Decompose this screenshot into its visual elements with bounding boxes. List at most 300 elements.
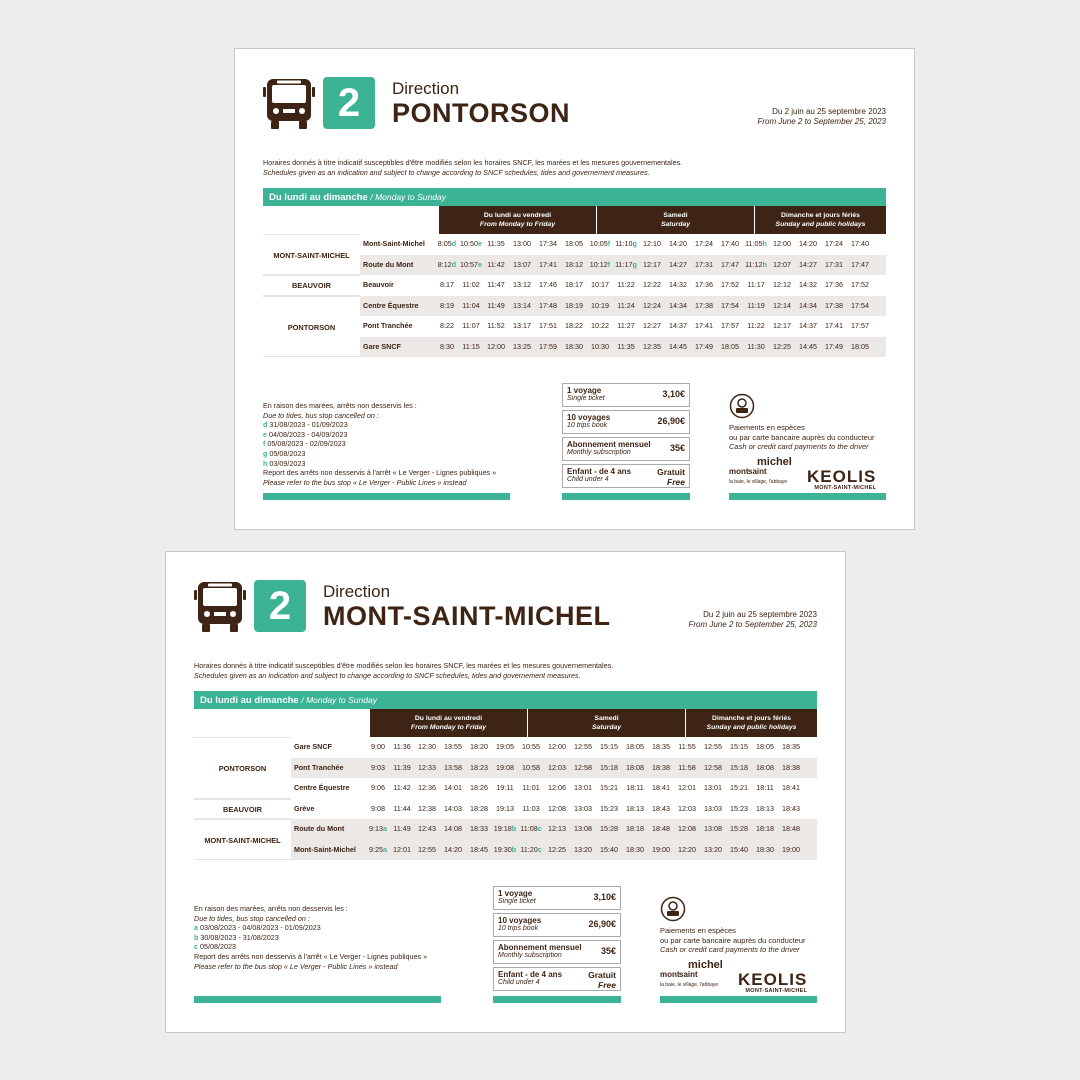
departure-time: 12:20 xyxy=(678,844,696,854)
departure-time: 18:05 xyxy=(851,341,869,351)
tide-en: Due to tides, bus stop cancelled on : xyxy=(194,913,310,923)
exception-text: 03/08/2023 - 04/08/2023 - 01/09/2023 xyxy=(200,923,321,933)
exception-mark: a xyxy=(194,923,198,933)
report-fr: Report des arrêts non desservis à l'arrêt « Le Verger - Lignes publiques » xyxy=(194,951,428,961)
departure-time: 17:48 xyxy=(539,300,557,310)
note-fr: Horaires donnés à titre indicatif susceptibles d'être modifiés selon les horaires SNCF, les marées et les mesures gouvernementales. xyxy=(194,661,614,670)
keolis-word: KEOLIS xyxy=(807,467,877,486)
departure-time: 18:43 xyxy=(652,803,670,813)
exception-mark: b xyxy=(194,932,199,942)
payment-fr2: ou par carte bancaire auprès du conducteur xyxy=(660,935,806,945)
departure-time: 12:08 xyxy=(548,803,566,813)
departure-time: 15:40 xyxy=(600,844,618,854)
mont-saint-michel-logo xyxy=(729,456,792,486)
departure-time: 11:35 xyxy=(617,341,635,351)
departure-time: 18:12 xyxy=(565,259,583,269)
departure-time: 17:36 xyxy=(695,280,713,289)
ticket-option xyxy=(493,967,621,991)
line-number: 2 xyxy=(323,77,375,129)
departure-time: 18:26 xyxy=(470,783,488,792)
departure-time: 14:37 xyxy=(669,321,687,330)
timetable-card-pontorson xyxy=(234,48,915,530)
departure-time: 11:08c xyxy=(520,824,542,833)
departure-time: 12:07 xyxy=(773,259,791,269)
band-en: / Monday to Sunday xyxy=(301,695,377,705)
bus-icon xyxy=(263,77,315,131)
logo-mont: mont xyxy=(660,970,680,979)
logo-tagline: la baie, le village, l'abbaye xyxy=(660,982,719,988)
departure-time: 8:22 xyxy=(440,321,454,330)
departure-time: 14:20 xyxy=(444,844,462,854)
stop-name: Grève xyxy=(294,803,315,813)
departure-time: 17:54 xyxy=(851,300,869,310)
departure-time: 13:08 xyxy=(574,824,592,833)
price-fr: Gratuit xyxy=(657,467,685,477)
ticket-option xyxy=(493,940,621,964)
exception-text: 04/08/2023 - 04/09/2023 xyxy=(269,429,348,439)
departure-time: 18:13 xyxy=(626,803,644,813)
place-name: MONT-SAINT-MICHEL xyxy=(194,819,291,860)
driver-icon xyxy=(660,896,686,922)
header-en: Sunday and public holidays xyxy=(706,724,797,731)
departure-time: 12:58 xyxy=(704,762,722,772)
departure-time: 19:30b xyxy=(493,844,517,854)
departure-time: 18:05 xyxy=(565,239,583,248)
place-name: BEAUVOIR xyxy=(263,275,360,296)
departure-time: 18:17 xyxy=(565,280,583,289)
departure-time: 18:43 xyxy=(782,803,800,813)
departure-time: 12:17 xyxy=(773,321,791,330)
departure-time: 13:01 xyxy=(704,783,722,792)
departure-time: 17:59 xyxy=(539,341,557,351)
departure-time: 11:04 xyxy=(462,300,480,310)
departure-time: 13:07 xyxy=(513,259,531,269)
departure-time: 13:20 xyxy=(704,844,722,854)
driver-icon xyxy=(729,393,755,419)
ticket-price: 35€ xyxy=(600,946,616,956)
departure-time: 15:15 xyxy=(600,742,618,751)
payment-fr1: Paiements en espèces xyxy=(660,926,736,935)
departure-time: 12:00 xyxy=(773,239,791,248)
ticket-name: 10 voyages xyxy=(567,413,611,422)
ticket-price xyxy=(588,970,616,990)
departure-time: 17:47 xyxy=(851,259,869,269)
stop-name: Mont-Saint-Michel xyxy=(294,844,356,854)
departure-time: 14:32 xyxy=(669,280,687,289)
ticket-sub: Single ticket xyxy=(567,395,605,402)
departure-time: 17:52 xyxy=(851,280,869,289)
departure-time: 13:20 xyxy=(574,844,592,854)
logo-saint: saint xyxy=(748,467,767,476)
departure-time: 17:49 xyxy=(825,341,843,351)
stop-name: Route du Mont xyxy=(363,259,414,269)
departure-time: 9:08 xyxy=(371,803,385,813)
tide-en: Due to tides, bus stop cancelled on : xyxy=(263,410,379,420)
departure-time: 12:24 xyxy=(643,300,661,310)
place-name: PONTORSON xyxy=(194,737,291,799)
departure-time: 17:52 xyxy=(721,280,739,289)
departure-time: 14:27 xyxy=(669,259,687,269)
header-en: Saturday xyxy=(591,724,622,731)
ticket-price: 26,90€ xyxy=(657,416,685,426)
departure-time: 12:27 xyxy=(643,321,661,330)
departure-time: 12:17 xyxy=(643,259,661,269)
departure-time: 11:55 xyxy=(678,742,696,751)
ticket-sub: Child under 4 xyxy=(567,476,609,483)
departure-time: 8:12d xyxy=(437,259,457,269)
note-en: Schedules given as an indication and subject to change according to SNCF schedules, tides and governement measures. xyxy=(194,670,581,680)
exception-text: 31/08/2023 - 01/09/2023 xyxy=(269,420,348,430)
place-name: BEAUVOIR xyxy=(194,799,291,820)
report-en: Please refer to the bus stop « Le Verger - Public Lines » instead xyxy=(263,477,467,487)
departure-time: 11:03 xyxy=(522,803,540,813)
report-en: Please refer to the bus stop « Le Verger - Public Lines » instead xyxy=(194,961,398,971)
table-row xyxy=(291,840,817,861)
departure-time: 19:13 xyxy=(496,803,514,813)
validity-dates xyxy=(688,610,817,630)
departure-time: 12:08 xyxy=(678,824,696,833)
departure-time: 17:36 xyxy=(825,280,843,289)
logo-mont: mont xyxy=(729,467,749,476)
keolis-logo xyxy=(738,970,807,994)
departure-time: 17:57 xyxy=(851,321,869,330)
table-row xyxy=(360,316,886,337)
keolis-sub: MONT-SAINT-MICHEL xyxy=(745,988,808,994)
departure-time: 14:20 xyxy=(669,239,687,248)
logo-michel: michel xyxy=(757,456,792,468)
table-row xyxy=(360,337,886,358)
departure-time: 15:21 xyxy=(600,783,618,792)
ticket-option xyxy=(562,464,690,488)
disclaimer xyxy=(263,158,682,177)
date-en: From June 2 to September 25, 2023 xyxy=(757,117,886,126)
ticket-option xyxy=(493,886,621,910)
departure-time: 11:24 xyxy=(617,300,635,310)
departure-time: 19:08 xyxy=(496,762,514,772)
ticket-sub: Child under 4 xyxy=(498,979,540,986)
line-number: 2 xyxy=(254,580,306,632)
departure-time: 13:01 xyxy=(574,783,592,792)
departure-time: 12:00 xyxy=(548,742,566,751)
ticket-price: 26,90€ xyxy=(588,919,616,929)
ticket-name: Abonnement mensuel xyxy=(498,943,582,952)
price-en: Free xyxy=(667,477,685,487)
departure-time: 12:25 xyxy=(773,341,791,351)
column-group-header xyxy=(370,709,528,737)
ticket-price: 3,10€ xyxy=(593,892,616,902)
ticket-price: 35€ xyxy=(669,443,685,453)
ticket-sub: Monthly subscription xyxy=(498,952,562,959)
departure-time: 11:35 xyxy=(487,239,505,248)
departure-time: 18:48 xyxy=(782,824,800,833)
stop-name: Pont Tranchée xyxy=(363,321,413,330)
departure-time: 11:49 xyxy=(487,300,505,310)
departure-time: 14:45 xyxy=(669,341,687,351)
departure-time: 11:47 xyxy=(487,280,505,289)
departure-time: 18:35 xyxy=(652,742,670,751)
footer-bar xyxy=(562,493,690,500)
departure-time: 15:23 xyxy=(600,803,618,813)
place-name: PONTORSON xyxy=(263,296,360,358)
mont-saint-michel-logo xyxy=(660,959,723,989)
exception-date xyxy=(263,459,533,469)
departure-time: 9:13a xyxy=(369,824,387,833)
tide-exceptions xyxy=(194,904,464,971)
departure-time: 12:13 xyxy=(548,824,566,833)
payment-en: Cash or credit card payments to the driver xyxy=(660,945,800,954)
departure-time: 18:35 xyxy=(782,742,800,751)
payment-fr1: Paiements en espèces xyxy=(729,423,805,432)
departure-time: 9:03 xyxy=(371,762,385,772)
exception-date xyxy=(263,420,533,430)
stop-name: Beauvoir xyxy=(363,280,394,289)
exception-text: 30/08/2023 - 31/08/2023 xyxy=(200,932,279,942)
exception-text: 05/08/2023 - 02/09/2023 xyxy=(267,439,346,449)
departure-time: 12:03 xyxy=(678,803,696,813)
header-fr: Samedi xyxy=(663,212,688,219)
footer-bar xyxy=(729,493,886,500)
departure-time: 13:03 xyxy=(574,803,592,813)
days-band xyxy=(263,188,886,206)
ticket-sub: 10 trips book xyxy=(498,925,539,932)
note-en: Schedules given as an indication and subject to change according to SNCF schedules, tides and governement measures. xyxy=(263,167,650,177)
direction-name: PONTORSON xyxy=(392,98,571,128)
departure-time: 11:22 xyxy=(617,280,635,289)
departure-time: 12:01 xyxy=(678,783,696,792)
exception-mark: e xyxy=(263,429,267,439)
departure-time: 15:18 xyxy=(600,762,618,772)
exception-date xyxy=(263,430,533,440)
departure-time: 13:25 xyxy=(513,341,531,351)
departure-time: 12:55 xyxy=(704,742,722,751)
departure-time: 19:05 xyxy=(496,742,514,751)
departure-time: 10:19 xyxy=(591,300,609,310)
column-group-header xyxy=(439,206,597,234)
departure-time: 19:18b xyxy=(493,824,517,833)
departure-time: 12:25 xyxy=(548,844,566,854)
departure-time: 17:49 xyxy=(695,341,713,351)
departure-time: 10:58 xyxy=(522,762,540,772)
departure-time: 17:24 xyxy=(695,239,713,248)
exception-mark: f xyxy=(263,439,266,449)
departure-time: 18:30 xyxy=(626,844,644,854)
departure-time: 14:03 xyxy=(444,803,462,813)
column-group-header xyxy=(755,206,886,234)
departure-time: 18:30 xyxy=(565,341,583,351)
departure-time: 12:38 xyxy=(418,803,436,813)
departure-time: 14:08 xyxy=(444,824,462,833)
departure-time: 12:01 xyxy=(393,844,411,854)
stop-name: Route du Mont xyxy=(294,824,345,833)
payment-en: Cash or credit card payments to the driver xyxy=(729,442,869,451)
table-row xyxy=(360,296,886,317)
departure-time: 17:31 xyxy=(695,259,713,269)
exception-mark: c xyxy=(194,942,198,952)
departure-time: 12:36 xyxy=(418,783,436,792)
departure-time: 10:05f xyxy=(589,239,611,248)
departure-time: 15:23 xyxy=(730,803,748,813)
payment-info xyxy=(729,423,889,452)
ticket-name: 10 voyages xyxy=(498,916,542,925)
price-fr: Gratuit xyxy=(588,970,616,980)
stop-name: Mont-Saint-Michel xyxy=(363,239,425,248)
departure-time: 11:42 xyxy=(487,259,505,269)
payment-fr2: ou par carte bancaire auprès du conducteur xyxy=(729,432,875,442)
departure-time: 19:11 xyxy=(496,783,514,792)
departure-time: 17:24 xyxy=(825,239,843,248)
ticket-sub: Monthly subscription xyxy=(567,449,631,456)
departure-time: 11:27 xyxy=(617,321,635,330)
departure-time: 11:58 xyxy=(678,762,696,772)
column-group-header xyxy=(686,709,817,737)
keolis-logo xyxy=(807,467,876,491)
days-band xyxy=(194,691,817,709)
departure-time: 8:17 xyxy=(440,280,454,289)
header-fr: Dimanche et jours fériés xyxy=(781,212,860,219)
timetable-card-mont-saint-michel xyxy=(165,551,846,1033)
departure-time: 18:45 xyxy=(470,844,488,854)
departure-time: 17:34 xyxy=(539,239,557,248)
departure-time: 13:55 xyxy=(444,742,462,751)
logo-saint: saint xyxy=(679,970,698,979)
validity-dates xyxy=(757,107,886,127)
table-row xyxy=(291,778,817,799)
band-fr: Du lundi au dimanche xyxy=(200,695,299,706)
departure-time: 15:28 xyxy=(600,824,618,833)
departure-time: 15:15 xyxy=(730,742,748,751)
departure-time: 11:36 xyxy=(393,742,411,751)
departure-time: 14:34 xyxy=(669,300,687,310)
departure-time: 14:45 xyxy=(799,341,817,351)
stop-name: Gare SNCF xyxy=(294,742,332,751)
departure-time: 12:12 xyxy=(773,280,791,289)
ticket-price xyxy=(657,467,685,487)
date-fr: Du 2 juin au 25 septembre 2023 xyxy=(772,107,886,116)
ticket-sub: Single ticket xyxy=(498,898,536,905)
departure-time: 18:22 xyxy=(565,321,583,330)
footer-bar xyxy=(263,493,510,500)
departure-time: 15:21 xyxy=(730,783,748,792)
departure-time: 8:30 xyxy=(440,341,454,351)
exception-date xyxy=(194,923,464,933)
departure-time: 17:40 xyxy=(851,239,869,248)
header-en: From Monday to Friday xyxy=(410,724,487,731)
footer-bar xyxy=(660,996,817,1003)
departure-time: 18:05 xyxy=(721,341,739,351)
departure-time: 12:58 xyxy=(574,762,592,772)
departure-time: 12:30 xyxy=(418,742,436,751)
departure-time: 10:55 xyxy=(522,742,540,751)
departure-time: 11:17g xyxy=(615,259,637,269)
keolis-sub: MONT-SAINT-MICHEL xyxy=(814,485,877,491)
ticket-name: Enfant - de 4 ans xyxy=(498,970,563,979)
departure-time: 9:06 xyxy=(371,783,385,792)
departure-time: 10:57e xyxy=(460,259,482,269)
table-row xyxy=(291,758,817,779)
direction-label: Direction xyxy=(323,582,391,601)
exception-date xyxy=(194,933,464,943)
departure-time: 12:10 xyxy=(643,239,661,248)
departure-time: 18:41 xyxy=(782,783,800,792)
departure-time: 17:31 xyxy=(825,259,843,269)
ticket-name: Abonnement mensuel xyxy=(567,440,651,449)
departure-time: 18:08 xyxy=(626,762,644,772)
departure-time: 12:14 xyxy=(773,300,791,310)
ticket-name: Enfant - de 4 ans xyxy=(567,467,632,476)
departure-time: 10:17 xyxy=(591,280,609,289)
departure-time: 13:00 xyxy=(513,239,531,248)
departure-time: 18:11 xyxy=(756,783,774,792)
note-fr: Horaires donnés à titre indicatif susceptibles d'être modifiés selon les horaires SNCF, les marées et les mesures gouvernementales. xyxy=(263,158,683,167)
band-en: / Monday to Sunday xyxy=(370,192,446,202)
logo-michel: michel xyxy=(688,959,723,971)
departure-time: 11:19 xyxy=(747,300,765,310)
departure-time: 14:37 xyxy=(799,321,817,330)
departure-time: 8:05d xyxy=(437,239,457,248)
ticket-sub: 10 trips book xyxy=(567,422,608,429)
header-en: From Monday to Friday xyxy=(479,221,556,228)
ticket-name: 1 voyage xyxy=(498,889,533,898)
ticket-name: 1 voyage xyxy=(567,386,602,395)
stop-name: Pont Tranchée xyxy=(294,762,344,772)
table-row xyxy=(360,275,886,296)
direction-label: Direction xyxy=(392,79,460,98)
departure-time: 11:07 xyxy=(462,321,480,330)
departure-time: 18:08 xyxy=(756,762,774,772)
exception-date xyxy=(263,449,533,459)
departure-time: 18:11 xyxy=(626,783,644,792)
departure-time: 12:22 xyxy=(643,280,661,289)
ticket-price: 3,10€ xyxy=(662,389,685,399)
departure-time: 11:12h xyxy=(745,259,767,269)
departure-time: 18:30 xyxy=(756,844,774,854)
departure-time: 10:12f xyxy=(589,259,611,269)
date-en: From June 2 to September 25, 2023 xyxy=(688,620,817,629)
departure-time: 18:23 xyxy=(470,762,488,772)
departure-time: 11:42 xyxy=(393,783,411,792)
departure-time: 18:13 xyxy=(756,803,774,813)
departure-time: 12:43 xyxy=(418,824,436,833)
departure-time: 12:55 xyxy=(418,844,436,854)
bus-icon xyxy=(194,580,246,634)
departure-time: 18:48 xyxy=(652,824,670,833)
exception-text: 05/08/2023 xyxy=(269,448,306,458)
departure-time: 14:27 xyxy=(799,259,817,269)
footer-bar xyxy=(194,996,441,1003)
departure-time: 17:38 xyxy=(825,300,843,310)
departure-time: 18:20 xyxy=(470,742,488,751)
date-fr: Du 2 juin au 25 septembre 2023 xyxy=(703,610,817,619)
ticket-option xyxy=(562,410,690,434)
departure-time: 11:01 xyxy=(522,783,540,792)
stop-name: Centre Équestre xyxy=(294,783,350,792)
departure-time: 10:22 xyxy=(591,321,609,330)
header-en: Sunday and public holidays xyxy=(775,221,866,228)
departure-time: 12:03 xyxy=(548,762,566,772)
departure-time: 17:54 xyxy=(721,300,739,310)
departure-time: 11:30 xyxy=(747,341,765,351)
keolis-word: KEOLIS xyxy=(738,970,808,989)
departure-time: 18:33 xyxy=(470,824,488,833)
table-row xyxy=(291,799,817,820)
departure-time: 14:20 xyxy=(799,239,817,248)
exception-date xyxy=(194,942,464,952)
departure-time: 15:28 xyxy=(730,824,748,833)
ticket-option xyxy=(562,437,690,461)
departure-time: 17:51 xyxy=(539,321,557,330)
departure-time: 13:58 xyxy=(444,762,462,772)
departure-time: 11:39 xyxy=(393,762,411,772)
